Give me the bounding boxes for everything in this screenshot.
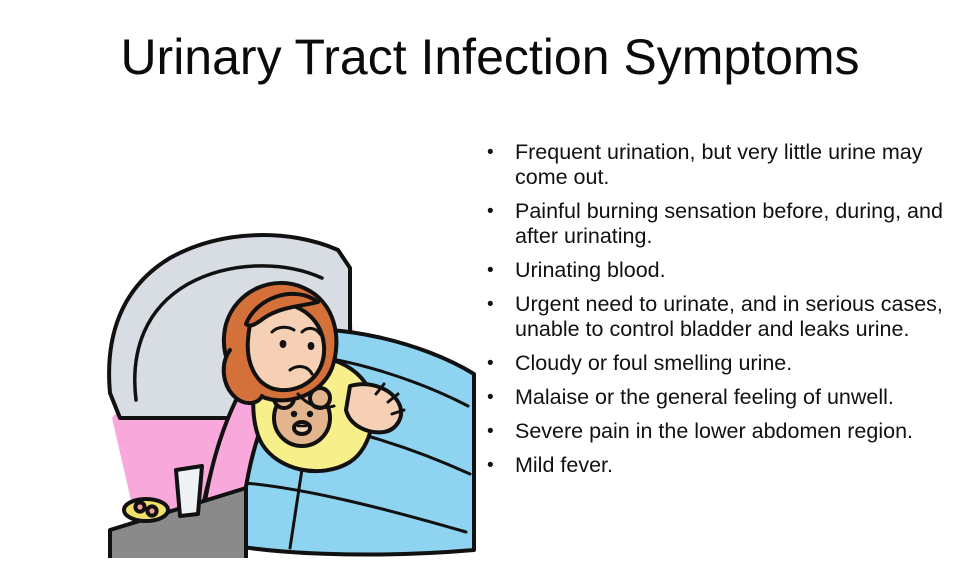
list-item — [487, 351, 957, 376]
list-item-label: Malaise or the general feeling of unwell. — [515, 385, 894, 409]
bullet-icon: • — [487, 260, 494, 281]
list-item — [487, 385, 957, 410]
list-item-label: Frequent urination, but very little urine may come out. — [515, 140, 923, 189]
bullet-icon: • — [487, 387, 494, 408]
page-title: Urinary Tract Infection Symptoms — [120, 29, 860, 85]
bullet-icon: • — [487, 294, 494, 315]
list-item-label: Severe pain in the lower abdomen region. — [515, 419, 914, 443]
bullet-icon: • — [487, 421, 494, 442]
list-item — [487, 292, 957, 342]
list-item-label: Cloudy or foul smelling urine. — [515, 351, 793, 375]
sick-child-in-bed-illustration — [50, 118, 490, 558]
list-item-label: Painful burning sensation before, during, and after urinating. — [515, 199, 943, 248]
list-item — [487, 140, 957, 190]
bullet-icon: • — [487, 142, 494, 163]
list-item-label: Urgent need to urinate, and in serious cases, unable to control bladder and leaks urine. — [515, 292, 943, 341]
bullet-icon: • — [487, 201, 494, 222]
symptom-list — [487, 140, 957, 487]
list-item — [487, 453, 957, 478]
bullet-icon: • — [487, 455, 494, 476]
bullet-icon: • — [487, 353, 494, 374]
list-item-label: Mild fever. — [515, 453, 613, 477]
list-item — [487, 258, 957, 283]
list-item — [487, 419, 957, 444]
list-item — [487, 199, 957, 249]
list-item-label: Urinating blood. — [515, 258, 666, 282]
